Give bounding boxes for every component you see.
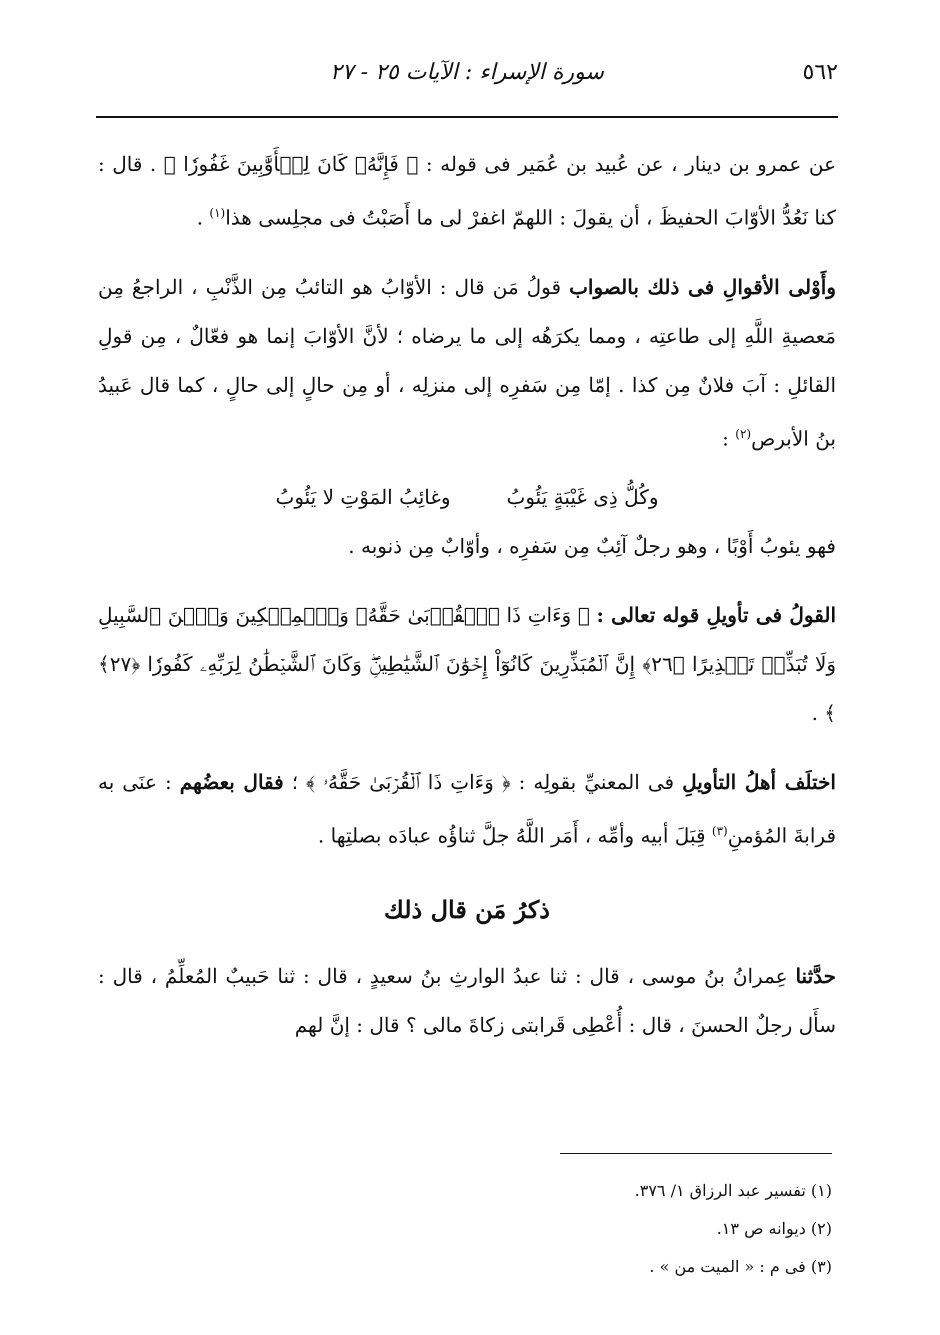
- main-text: [98, 140, 836, 1050]
- running-title: سورة الإسراء : الآيات ٢٥ - ٢٧: [330, 60, 604, 85]
- poetry-verse: [98, 463, 836, 522]
- paragraph-6-lead: حدَّثنا: [795, 963, 836, 988]
- paragraph-2-end: :: [722, 426, 736, 451]
- paragraph-1: [98, 140, 836, 243]
- paragraph-5-end: قِبَلَ أبيه وأمِّه ، أَمَر اللَّهُ جلَّ ثناؤُه عبادَه بصلتِها .: [317, 823, 712, 848]
- verse-second-hemistich: وغائِبُ المَوْتِ لا يَئُوبُ: [275, 485, 451, 510]
- paragraph-5-text-b: : عنَى به قرابةَ المُؤمنِ: [98, 770, 836, 848]
- footnote-3: (٣) فى م : « الميت من » .: [649, 1257, 832, 1276]
- paragraph-6-text: عِمرانُ بنُ موسى ، قال : ثنا عبدُ الوارثِ بنُ سعيدٍ ، قال : ثنا حَبيبٌ المُعلِّمُ ، قال : سأَل رجلٌ الحسنَ ، قال : أُعْطِى قَرابتى زكاةَ مالى ؟ قال : إنَّ لهم: [98, 963, 836, 1037]
- footnote-ref-3: (٣): [711, 824, 728, 839]
- paragraph-4-lead: القولُ فى تأويلِ قوله تعالى :: [596, 603, 837, 628]
- footnote-ref-1: (١): [209, 206, 226, 220]
- paragraph-3: فهو يئوبُ أَوْبًا ، وهو رجلٌ آئِبٌ مِن سَفرِه ، وأوّابٌ مِن ذنوبه .: [348, 534, 836, 559]
- footnote-1: (١) تفسير عبد الرزاق ١/ ٣٧٦.: [634, 1181, 832, 1200]
- page-number: ٥٦٢: [802, 60, 838, 85]
- paragraph-5-lead: اختلَف أهلُ التأويلِ: [682, 770, 836, 795]
- footnote-ref-2: (٢): [735, 426, 752, 441]
- paragraph-6: [98, 952, 836, 1050]
- paragraph-1-text: عن عمرو بن دينار ، عن عُبيد بن عُمَير فى قوله : ﴿ فَإِنَّهُۥ كَانَ لِلۡأَوَّٰبِينَ غَفُورٗا ﴾ . قال : كنا نَعُدُّ الأوّابَ الحفيظَ ، أن يقولَ : اللهمّ اغفرْ لى ما أَصَبْتُ فى مجلِسى هذا: [98, 152, 836, 230]
- quran-quote: ﴿ وَءَاتِ ذَا ٱلۡقُرۡبَىٰ حَقَّهُۥ وَٱلۡمِسۡكِينَ وَٱبۡنَ ٱلسَّبِيلِ وَلَا تُبَذِّرۡ تَبۡذِيرًا ﴿٢٦﴾ إِنَّ ٱلۡمُبَذِّرِينَ كَانُوٓاْ إِخۡوَٰنَ ٱلشَّيَٰطِينِۖ وَكَانَ ٱلشَّيۡطَٰنُ لِرَبِّهِۦ كَفُورٗا ﴿٢٧﴾ ﴾ .: [98, 603, 837, 726]
- paragraph-2-lead: وأَوْلى الأقوالِ فى ذلك بالصواب: [569, 274, 836, 299]
- paragraph-5-lead-2: فقال بعضُهم: [179, 770, 284, 795]
- page-header: [96, 52, 838, 96]
- paragraph-1-end: .: [196, 205, 210, 230]
- footnote-2: (٢) ديوانه ص ١٣.: [716, 1219, 832, 1238]
- paragraph-5: [98, 758, 836, 861]
- footnotes: [480, 1172, 832, 1286]
- paragraph-4: [98, 591, 836, 738]
- header-rule: [96, 116, 838, 118]
- paragraph-5-text-a: فى المعنيِّ بقولِه : ﴿ وَءَاتِ ذَا ٱلۡقُرۡبَىٰ حَقَّهُۥ ﴾ ؛: [283, 770, 683, 795]
- footnote-rule: [560, 1153, 832, 1154]
- verse-first-hemistich: وكُلُّ ذِى غَيْبَةٍ يَئُوبُ: [506, 485, 659, 510]
- paragraph-2: [98, 263, 836, 464]
- section-heading: ذكرُ مَن قال ذلك: [384, 894, 550, 924]
- paragraph-2-text: قولُ مَن قال : الأوّابُ هو التائبُ مِن الذَّنْبِ ، الراجعُ مِن مَعصيةِ اللَّهِ إلى طاعتِه ، ومما يكرَهُه إلى ما يرضاه ؛ لأنَّ الأوّابَ إنما هو فعّالٌ ، مِن قولِ القائلِ : آبَ فلانٌ مِن كذا . إمّا مِن سَفرِه إلى منزلِه ، أو مِن حالٍ إلى حالٍ ، كما قال عَبيدُ بنُ الأبرص: [98, 274, 836, 451]
